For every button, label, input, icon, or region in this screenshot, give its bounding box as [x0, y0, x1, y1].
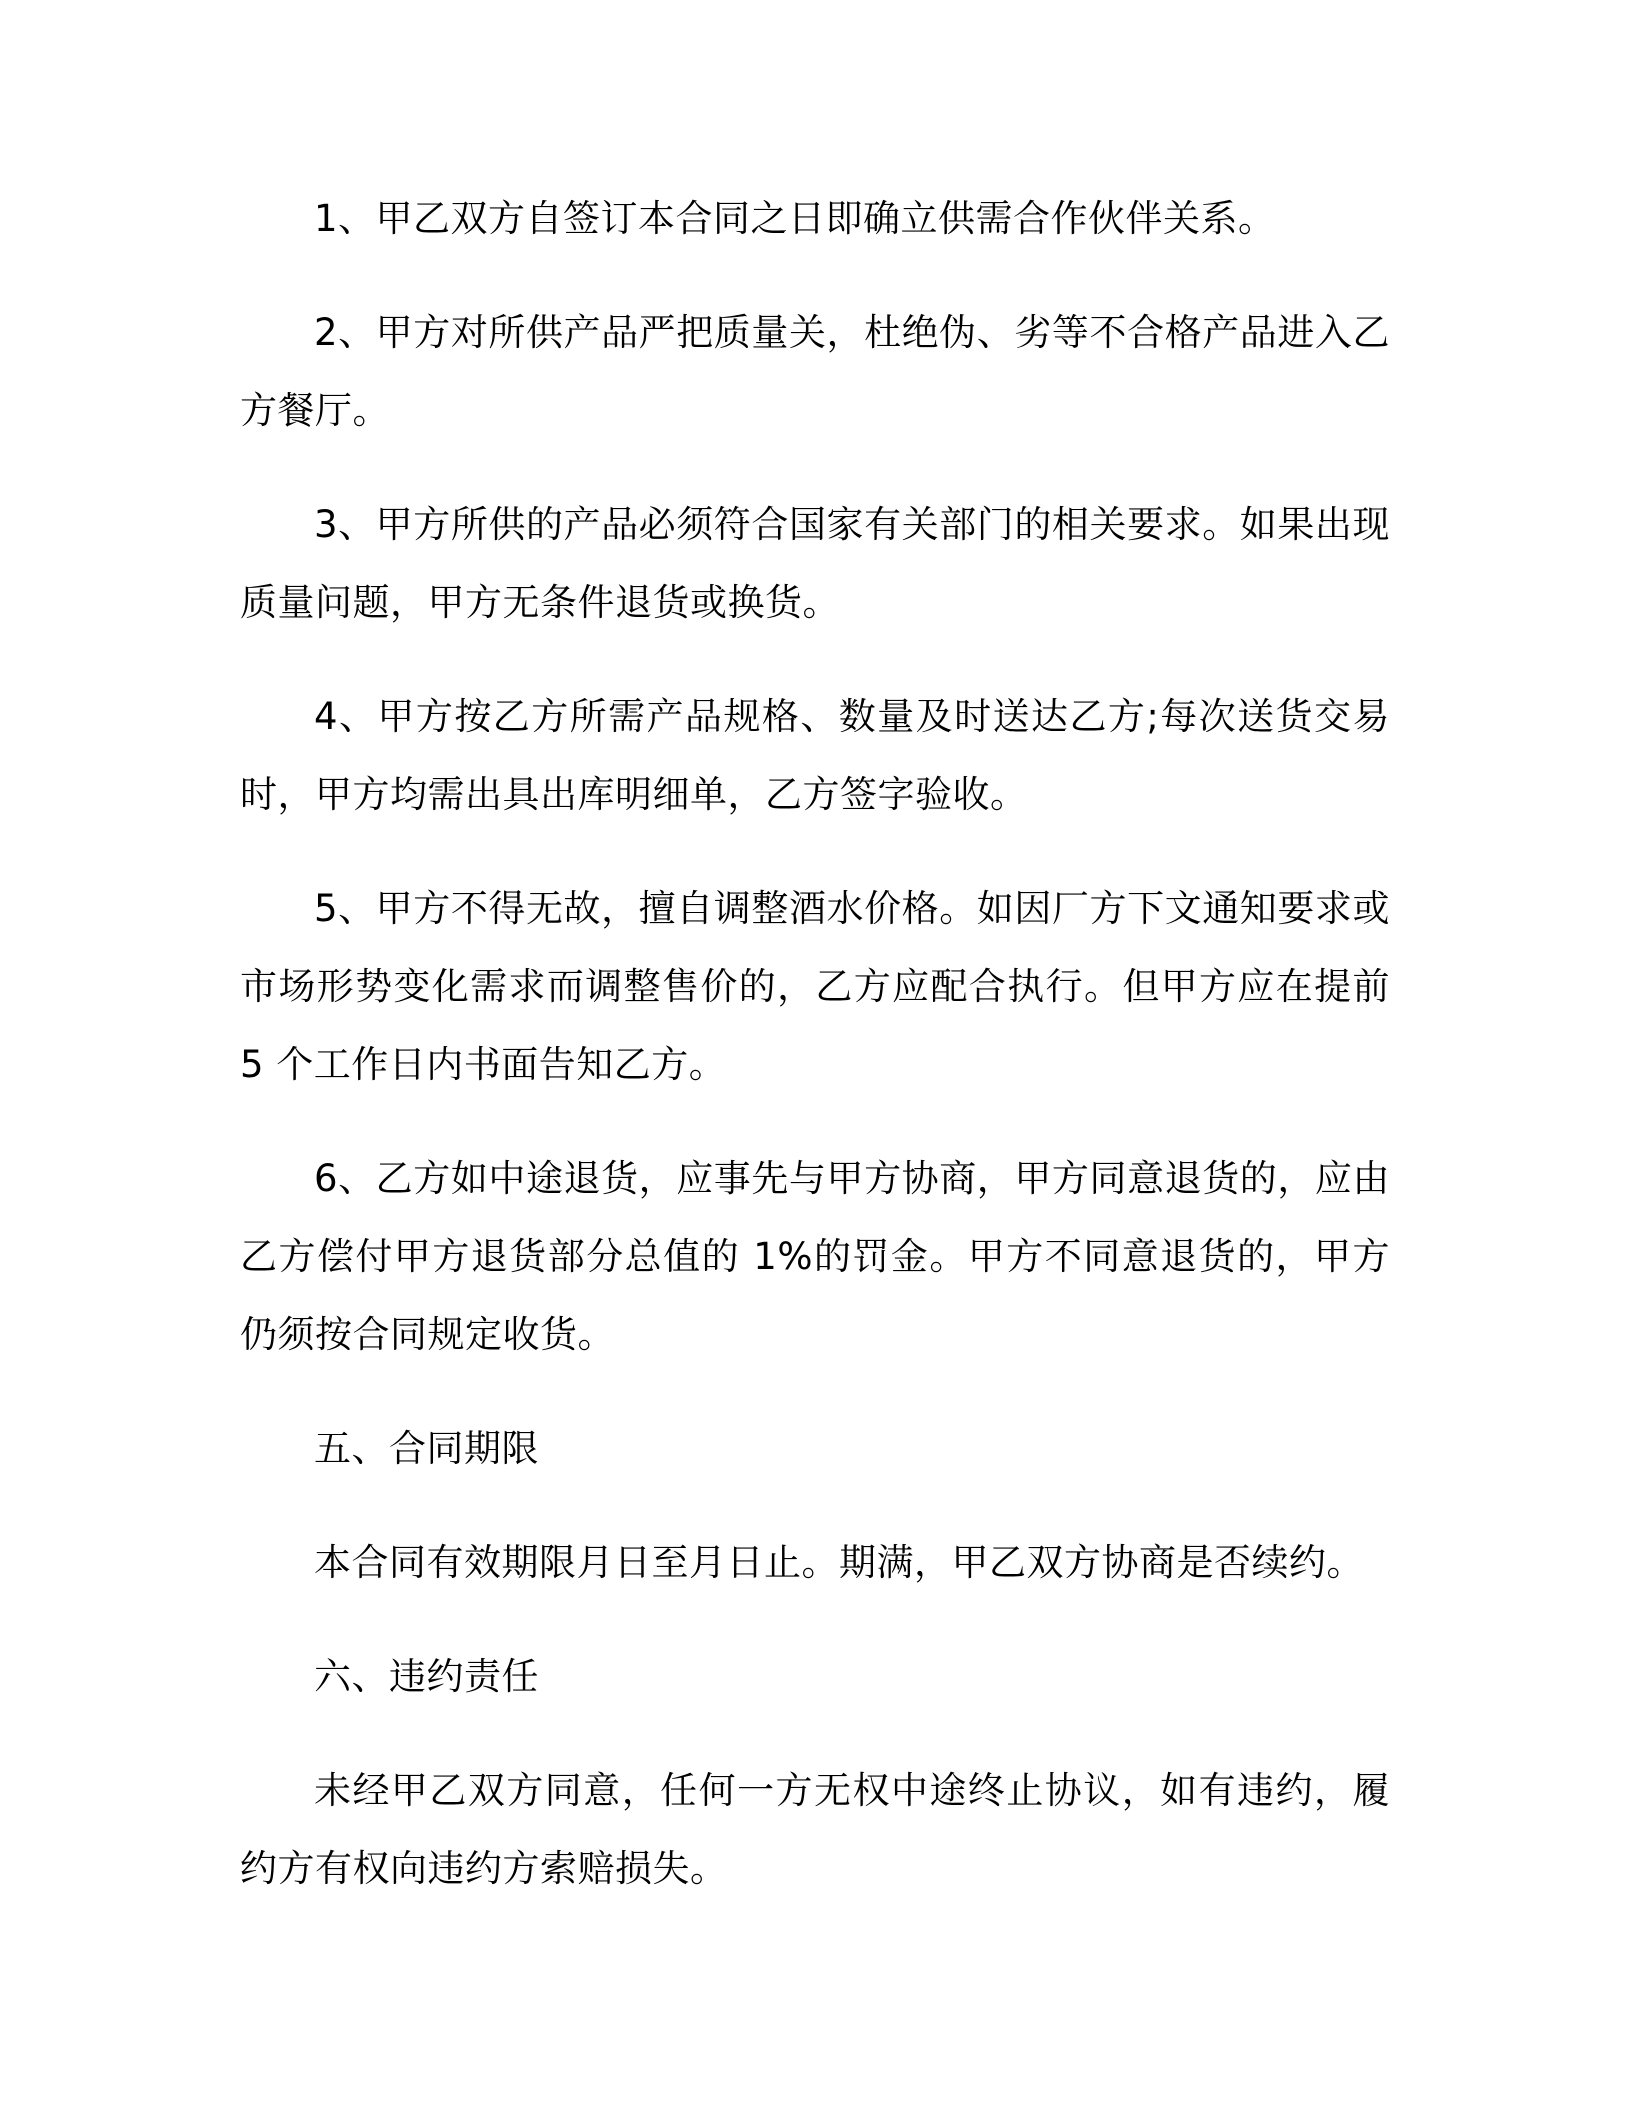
clause-5: 5、甲方不得无故，擅自调整酒水价格。如因厂方下文通知要求或市场形势变化需求而调整售价的，乙方应配合执行。但甲方应在提前 5 个工作日内书面告知乙方。: [240, 887, 1390, 1086]
clause-6: 6、乙方如中途退货，应事先与甲方协商，甲方同意退货的，应由乙方偿付甲方退货部分总值的 1%的罚金。甲方不同意退货的，甲方仍须按合同规定收货。: [240, 1157, 1390, 1356]
clause-2: 2、甲方对所供产品严把质量关，杜绝伪、劣等不合格产品进入乙方餐厅。: [240, 311, 1390, 432]
clause-3: 3、甲方所供的产品必须符合国家有关部门的相关要求。如果出现质量问题，甲方无条件退货或换货。: [240, 503, 1390, 624]
breach-liability-text: 未经甲乙双方同意，任何一方无权中途终止协议，如有违约，履约方有权向违约方索赔损失。: [240, 1769, 1390, 1890]
clause-1: 1、甲乙双方自签订本合同之日即确立供需合作伙伴关系。: [314, 197, 1276, 240]
clause-4: 4、甲方按乙方所需产品规格、数量及时送达乙方;每次送货交易时，甲方均需出具出库明细单，乙方签字验收。: [240, 695, 1390, 816]
section-heading-breach-liability: 六、违约责任: [314, 1655, 539, 1698]
contract-term-text: 本合同有效期限月日至月日止。期满，甲乙双方协商是否续约。: [314, 1541, 1364, 1584]
document-body: [240, 180, 1390, 1944]
section-heading-contract-term: 五、合同期限: [314, 1427, 539, 1470]
